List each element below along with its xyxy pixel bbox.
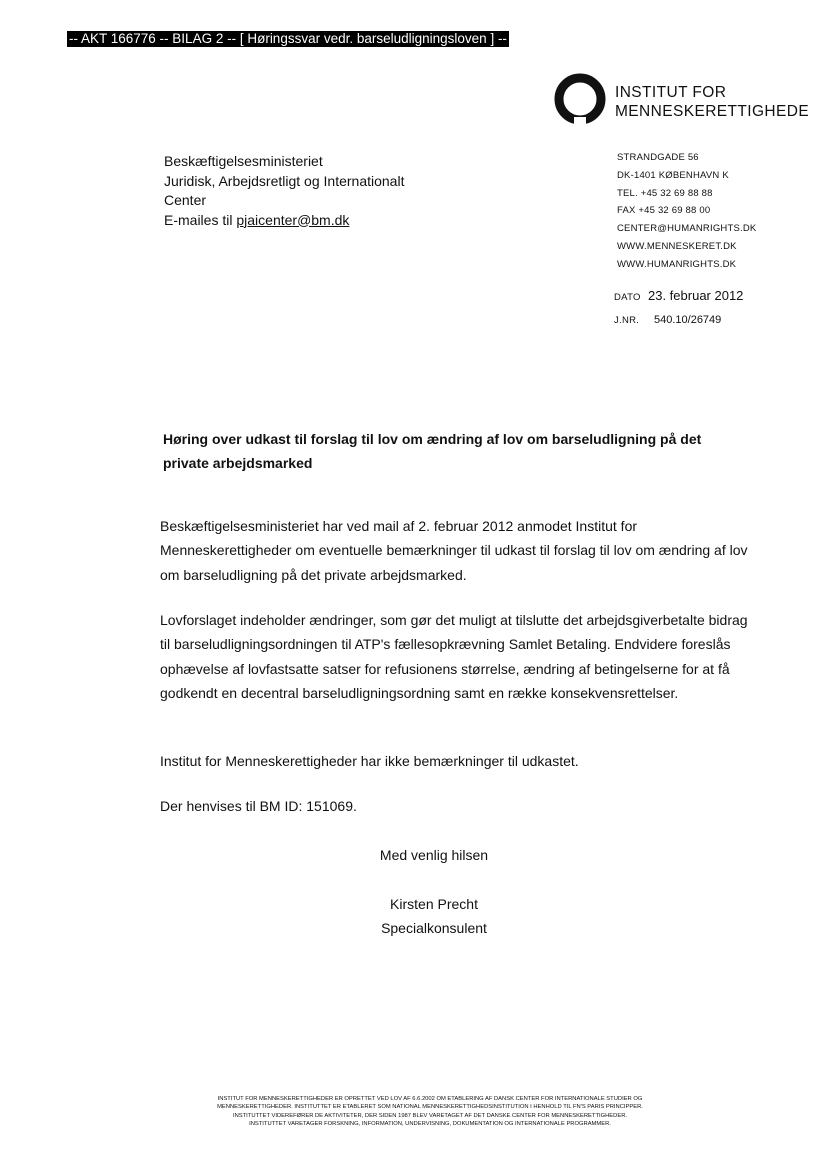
institute-logo-icon	[554, 73, 606, 125]
addressee-line-3: Center	[164, 192, 207, 208]
signer-title: Specialkonsulent	[381, 920, 487, 936]
paragraph-1: Beskæftigelsesministeriet har ved mail af 2. februar 2012 anmodet Institut for Menneskerettigheder om eventuelle bemærkninger til udkast til forslag til lov om ændring af lov om barseludligning på det private arbejdsmarked.	[160, 518, 748, 583]
jnr-row	[614, 308, 743, 331]
document-stamp: -- AKT 166776 -- BILAG 2 -- [ Høringssvar vedr. barseludligningsloven ] --	[69, 31, 507, 46]
footer-line-4: INSTITUTTET VARETAGER FORSKNING, INFORMATION, UNDERVISNING, DOKUMENTATION OG INTERNATIONALE PROGRAMMER.	[249, 1121, 611, 1128]
contact-street: STRANDGADE 56	[617, 152, 699, 163]
footer-line-1: INSTITUT FOR MENNESKERETTIGHEDER ER OPRETTET VED LOV AF 6.6.2002 OM ETABLERING AF DANSK CENTER FOR INTERNATIONALE STUDIER OG	[217, 1096, 643, 1102]
jnr-value: 540.10/26749	[654, 314, 722, 326]
contact-web-1: WWW.MENNESKERET.DK	[617, 240, 737, 252]
addressee-email-link[interactable]: pjaicenter@bm.dk	[236, 211, 350, 228]
contact-web-2: WWW.HUMANRIGHTS.DK	[617, 258, 737, 270]
paragraph-2: Lovforslaget indeholder ændringer, som gør det muligt at tilslutte det arbejdsgiverbetalte bidrag til barseludligningsordningen til ATP's fællesopkrævning Samlet Betaling. Endvidere foreslås ophævelse af lovfastsatte satser for refusionens størrelse, ændring af betingelserne for at få godkendt en decentral barseludligningsordning samt en række konsekvensrettelser.	[160, 612, 748, 702]
addressee-block	[164, 152, 404, 230]
signature-block	[300, 892, 568, 940]
jnr-label: J.NR.	[614, 315, 640, 326]
date-label: DATO	[614, 292, 641, 303]
logo-line-1: INSTITUT FOR	[615, 84, 727, 101]
contact-block	[617, 149, 756, 274]
footer-line-2: MENNESKERETTIGHEDER. INSTITUTTET ER ETABLERET SOM NATIONAL MENNESKERETTIGHEDSINSTITUTION I HENHOLD TIL FN'S PARIS PRINCIPPER.	[217, 1104, 643, 1111]
email-prefix: E-mailes til	[164, 211, 237, 228]
footer-line-3: INSTITUTTET VIDEREFØRER DE AKTIVITETER, DER SIDEN 1987 BLEV VARETAGET AF DET DANSKE CENTER FOR MENNESKERETTIGHEDER.	[232, 1112, 628, 1119]
addressee-email-line	[164, 211, 404, 231]
footer-legal-text	[160, 1095, 700, 1129]
paragraph-3: Institut for Menneskerettigheder har ikke bemærkninger til udkastet.	[160, 753, 579, 769]
date-row	[614, 285, 743, 308]
paragraph-4: Der henvises til BM ID: 151069.	[160, 798, 357, 814]
contact-fax: FAX +45 32 69 88 00	[617, 205, 711, 217]
date-value: 23. februar 2012	[648, 288, 744, 303]
logo-line-2: MENNESKERETTIGHEDE	[615, 103, 810, 120]
addressee-line-1: Beskæftigelsesministeriet	[164, 153, 323, 169]
institute-logo-text	[615, 83, 809, 121]
contact-city: DK-1401 KØBENHAVN K	[617, 169, 729, 181]
letter-subject: Høring over udkast til forslag til lov om ændring af lov om barseludligning på det private arbejdsmarked	[163, 431, 702, 471]
contact-email: CENTER@HUMANRIGHTS.DK	[617, 223, 757, 235]
signer-name: Kirsten Precht	[390, 896, 478, 912]
addressee-line-2: Juridisk, Arbejdsretligt og Internationalt	[164, 172, 405, 189]
closing-greeting: Med venlig hilsen	[379, 847, 489, 863]
reference-block	[614, 285, 743, 331]
contact-tel: TEL. +45 32 69 88 88	[617, 187, 713, 199]
